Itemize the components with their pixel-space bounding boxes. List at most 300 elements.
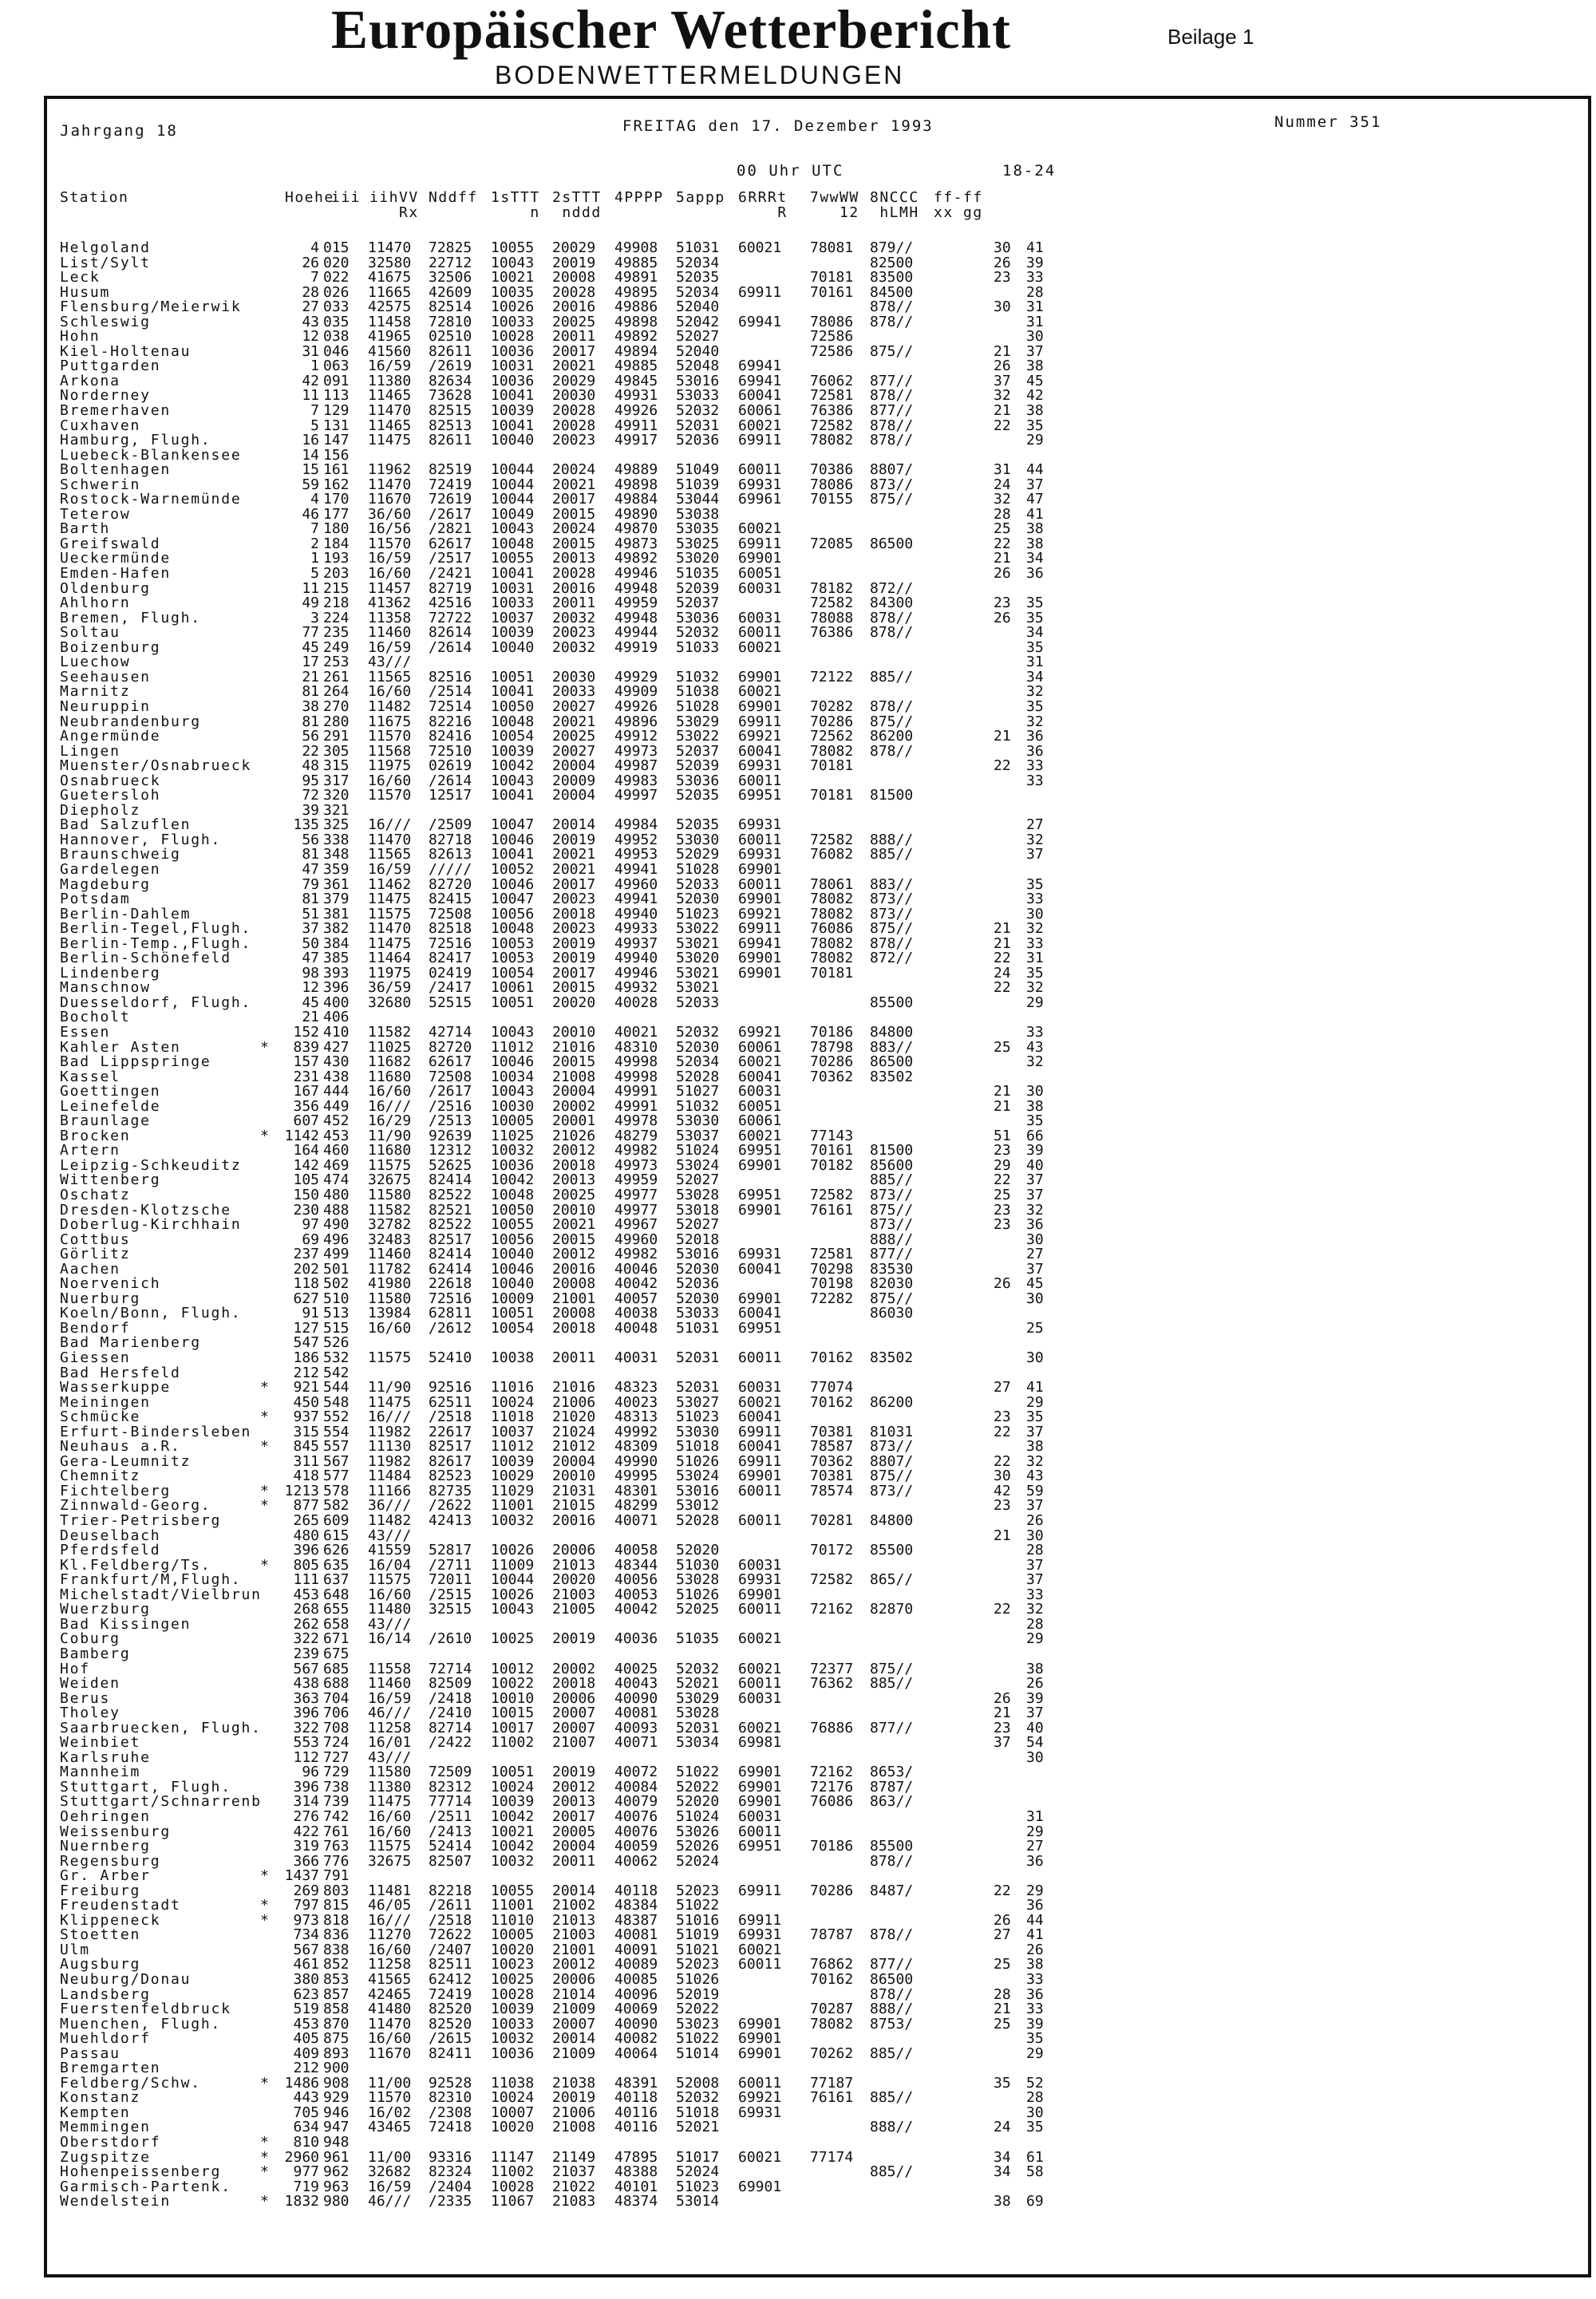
group-nddff: /2413 xyxy=(429,1823,472,1840)
station-height: 26 xyxy=(302,254,319,271)
group-temperature: 10005 xyxy=(491,1926,535,1944)
station-height: 127 xyxy=(293,1319,319,1337)
group-iihvv: 41560 xyxy=(368,342,412,360)
group-pressure: 49982 xyxy=(614,1142,658,1159)
group-weather: 78081 xyxy=(810,239,854,256)
station-index: 615 xyxy=(323,1527,350,1544)
group-tendency: 52040 xyxy=(676,298,720,316)
group-iihvv: 16/01 xyxy=(368,1734,412,1752)
station-index: 739 xyxy=(323,1793,350,1811)
group-temperature: 11012 xyxy=(491,1038,535,1056)
group-pressure: 40085 xyxy=(614,1970,658,1988)
station-height: 839 xyxy=(293,1038,319,1056)
group-nddff: /2518 xyxy=(429,1408,472,1426)
group-pressure: 49870 xyxy=(614,520,658,538)
station-marker: * xyxy=(260,1482,269,1499)
group-weather: 72282 xyxy=(810,1290,854,1307)
group-weather: 70362 xyxy=(810,1068,854,1085)
group-nddff: 82517 xyxy=(429,1438,472,1456)
group-weather: 70286 xyxy=(810,1882,854,1899)
station-height: 118 xyxy=(293,1275,319,1293)
group-precipitation: 60041 xyxy=(738,1068,782,1085)
station-name: Hof xyxy=(60,1660,90,1677)
station-index: 224 xyxy=(323,609,350,626)
station-index: 853 xyxy=(323,1970,350,1988)
group-clouds: 85500 xyxy=(870,1542,914,1559)
group-precipitation: 60021 xyxy=(738,1053,782,1071)
gust-min: 38 xyxy=(1026,535,1044,552)
group-pressure: 49898 xyxy=(614,476,658,493)
group-tendency: 52024 xyxy=(676,1852,720,1870)
station-name: Zugspitze xyxy=(60,2148,151,2166)
station-index: 315 xyxy=(323,757,350,775)
group-temperature: 10054 xyxy=(491,728,535,745)
station-index: 900 xyxy=(323,2060,350,2077)
group-dewpoint: 20012 xyxy=(552,1142,596,1159)
group-clouds: 83500 xyxy=(870,269,914,286)
group-nddff: 82735 xyxy=(429,1482,472,1499)
station-height: 22 xyxy=(302,742,319,760)
group-dewpoint: 21012 xyxy=(552,1438,596,1456)
group-iihvv: 11475 xyxy=(368,934,412,952)
station-name: Wasserkuppe xyxy=(60,1379,172,1396)
gust-min: 41 xyxy=(1026,505,1044,523)
group-pressure: 49998 xyxy=(614,1053,658,1071)
station-height: 810 xyxy=(293,2134,319,2151)
station-name: Stuttgart/Schnarrenb xyxy=(60,1793,262,1811)
gust-min: 32 xyxy=(1026,1201,1044,1219)
gust-max: 22 xyxy=(994,1882,1011,1899)
group-temperature: 10017 xyxy=(491,1719,535,1736)
station-height: 98 xyxy=(302,964,319,982)
station-index: 688 xyxy=(323,1675,350,1693)
gust-max: 34 xyxy=(994,2148,1011,2166)
gust-max: 21 xyxy=(994,402,1011,420)
station-height: 1486 xyxy=(284,2074,319,2092)
station-index: 393 xyxy=(323,964,350,982)
group-pressure: 49912 xyxy=(614,728,658,745)
station-name: Hannover, Flugh. xyxy=(60,831,222,848)
gust-min: 35 xyxy=(1026,964,1044,982)
station-height: 453 xyxy=(293,1586,319,1603)
gust-min: 33 xyxy=(1026,891,1044,908)
gust-min: 37 xyxy=(1026,1571,1044,1589)
group-iihvv: 32675 xyxy=(368,1852,412,1870)
group-nddff: 82522 xyxy=(429,1216,472,1234)
group-pressure: 40084 xyxy=(614,1778,658,1795)
station-name: Doberlug-Kirchhain xyxy=(60,1216,242,1234)
station-index: 469 xyxy=(323,1156,350,1174)
group-pressure: 48310 xyxy=(614,1038,658,1056)
station-marker: * xyxy=(260,1911,269,1929)
group-temperature: 10039 xyxy=(491,624,535,642)
group-tendency: 53026 xyxy=(676,1823,720,1840)
group-precipitation: 60011 xyxy=(738,1601,782,1618)
group-weather: 72586 xyxy=(810,328,854,346)
group-clouds: 875// xyxy=(870,1467,914,1485)
group-dewpoint: 20019 xyxy=(552,1764,596,1781)
group-tendency: 52027 xyxy=(676,328,720,346)
group-iihvv: 32580 xyxy=(368,254,412,271)
group-precipitation: 60041 xyxy=(738,387,782,405)
group-temperature: 10026 xyxy=(491,1586,535,1603)
station-name: Teterow xyxy=(60,505,131,523)
station-marker: * xyxy=(260,1038,269,1056)
station-index: 708 xyxy=(323,1719,350,1736)
group-iihvv: 11975 xyxy=(368,757,412,775)
group-iihvv: 11470 xyxy=(368,920,412,938)
group-precipitation: 69931 xyxy=(738,1246,782,1263)
group-clouds: 865// xyxy=(870,1571,914,1589)
group-nddff: 92639 xyxy=(429,1127,472,1144)
group-tendency: 51021 xyxy=(676,1941,720,1958)
group-clouds: 85500 xyxy=(870,1838,914,1855)
group-temperature: 11009 xyxy=(491,1556,535,1574)
group-temperature: 10032 xyxy=(491,1852,535,1870)
group-precipitation: 60041 xyxy=(738,742,782,760)
group-clouds: 875// xyxy=(870,1290,914,1307)
group-iihvv: 11482 xyxy=(368,697,412,715)
station-height: 239 xyxy=(293,1645,319,1662)
group-iihvv: 16/60 xyxy=(368,1823,412,1840)
station-index: 685 xyxy=(323,1660,350,1677)
column-header xyxy=(491,190,540,220)
column-header xyxy=(614,190,664,205)
group-pressure: 40071 xyxy=(614,1734,658,1752)
station-name: Nuerburg xyxy=(60,1290,141,1307)
station-index: 438 xyxy=(323,1068,350,1085)
group-iihvv: 11565 xyxy=(368,846,412,863)
station-index: 858 xyxy=(323,2001,350,2018)
station-height: 265 xyxy=(293,1512,319,1530)
group-weather: 70181 xyxy=(810,787,854,804)
group-tendency: 51022 xyxy=(676,1897,720,1914)
gust-min: 34 xyxy=(1026,550,1044,567)
station-name: Schwerin xyxy=(60,476,141,493)
group-weather: 70381 xyxy=(810,1423,854,1440)
group-dewpoint: 20004 xyxy=(552,1452,596,1470)
gust-max: 23 xyxy=(994,595,1011,612)
group-tendency: 52031 xyxy=(676,1349,720,1367)
group-iihvv: 43/// xyxy=(368,1748,412,1766)
group-tendency: 51035 xyxy=(676,1630,720,1648)
group-precipitation: 69901 xyxy=(738,1290,782,1307)
group-precipitation: 69911 xyxy=(738,432,782,449)
group-nddff: 22712 xyxy=(429,254,472,271)
group-weather: 70162 xyxy=(810,1393,854,1411)
group-pressure: 47895 xyxy=(614,2148,658,2166)
group-tendency: 51028 xyxy=(676,697,720,715)
station-height: 405 xyxy=(293,2030,319,2048)
group-iihvv: 11457 xyxy=(368,579,412,597)
group-pressure: 49884 xyxy=(614,491,658,508)
station-name: Trier-Petrisberg xyxy=(60,1512,222,1530)
group-iihvv: 42575 xyxy=(368,298,412,316)
group-pressure: 40118 xyxy=(614,1882,658,1899)
group-iihvv: 11484 xyxy=(368,1467,412,1485)
station-marker: * xyxy=(260,2134,269,2151)
group-tendency: 53021 xyxy=(676,934,720,952)
station-name: Bremerhaven xyxy=(60,402,172,420)
group-precipitation: 69931 xyxy=(738,1571,782,1589)
gust-min: 37 xyxy=(1026,846,1044,863)
gust-min: 30 xyxy=(1026,1349,1044,1367)
group-iihvv: 11470 xyxy=(368,402,412,420)
group-temperature: 10040 xyxy=(491,1246,535,1263)
group-iihvv: 16/02 xyxy=(368,2103,412,2121)
station-index: 761 xyxy=(323,1823,350,1840)
group-precipitation: 69901 xyxy=(738,1586,782,1603)
group-weather: 76086 xyxy=(810,920,854,938)
group-tendency: 53016 xyxy=(676,1482,720,1499)
group-pressure: 49946 xyxy=(614,964,658,982)
group-precipitation: 60041 xyxy=(738,1305,782,1322)
gust-max: 22 xyxy=(994,417,1011,434)
station-index: 406 xyxy=(323,1009,350,1026)
group-nddff: /2513 xyxy=(429,1112,472,1130)
station-index: 838 xyxy=(323,1941,350,1958)
station-name: Flensburg/Meierwik xyxy=(60,298,242,316)
group-weather: 78587 xyxy=(810,1438,854,1456)
group-tendency: 53027 xyxy=(676,1393,720,1411)
group-temperature: 11029 xyxy=(491,1482,535,1499)
station-height: 81 xyxy=(302,713,319,730)
group-nddff: 52410 xyxy=(429,1349,472,1367)
group-weather: 72582 xyxy=(810,595,854,612)
group-iihvv: 11465 xyxy=(368,387,412,405)
group-temperature: 10020 xyxy=(491,2119,535,2136)
station-name: Barth xyxy=(60,520,111,538)
station-index: 548 xyxy=(323,1393,350,1411)
group-iihvv: 46/// xyxy=(368,1704,412,1722)
group-pressure: 49886 xyxy=(614,298,658,316)
gust-max: 21 xyxy=(994,934,1011,952)
group-nddff: 92516 xyxy=(429,1379,472,1396)
station-height: 95 xyxy=(302,772,319,789)
station-index: 359 xyxy=(323,860,350,878)
group-temperature: 10061 xyxy=(491,979,535,997)
station-name: Dresden-Klotzsche xyxy=(60,1201,231,1219)
group-iihvv: 11575 xyxy=(368,1349,412,1367)
group-nddff: 72722 xyxy=(429,609,472,626)
group-precipitation: 60061 xyxy=(738,1112,782,1130)
group-precipitation: 69931 xyxy=(738,2103,782,2121)
group-nddff: 72619 xyxy=(429,491,472,508)
group-tendency: 52036 xyxy=(676,432,720,449)
station-name: Braunschweig xyxy=(60,846,181,863)
group-precipitation: 60021 xyxy=(738,1941,782,1958)
group-tendency: 52018 xyxy=(676,1230,720,1248)
station-name: Artern xyxy=(60,1142,120,1159)
group-temperature: 10044 xyxy=(491,1571,535,1589)
gust-min: 39 xyxy=(1026,2015,1044,2032)
group-iihvv: 16/59 xyxy=(368,2178,412,2195)
station-index: 162 xyxy=(323,476,350,493)
group-tendency: 51031 xyxy=(676,1319,720,1337)
group-iihvv: 16/56 xyxy=(368,520,412,538)
group-iihvv: 11575 xyxy=(368,1571,412,1589)
group-nddff: 82720 xyxy=(429,1038,472,1056)
group-iihvv: 11680 xyxy=(368,1142,412,1159)
group-dewpoint: 20027 xyxy=(552,697,596,715)
group-nddff: 72508 xyxy=(429,1068,472,1085)
station-height: 877 xyxy=(293,1497,319,1515)
group-dewpoint: 20017 xyxy=(552,875,596,893)
group-temperature: 10028 xyxy=(491,2178,535,2195)
station-index: 513 xyxy=(323,1305,350,1322)
group-precipitation: 69901 xyxy=(738,1778,782,1795)
station-index: 738 xyxy=(323,1778,350,1795)
group-nddff: /2514 xyxy=(429,683,472,701)
group-clouds: 84800 xyxy=(870,1023,914,1041)
group-weather: 72176 xyxy=(810,1778,854,1795)
group-temperature: 10046 xyxy=(491,831,535,848)
group-clouds: 878// xyxy=(870,432,914,449)
column-header-code: 1sTTT xyxy=(491,189,540,206)
group-temperature: 10048 xyxy=(491,535,535,552)
station-height: 396 xyxy=(293,1778,319,1795)
station-name: Meiningen xyxy=(60,1393,151,1411)
group-pressure: 49946 xyxy=(614,565,658,583)
group-dewpoint: 20001 xyxy=(552,1112,596,1130)
group-nddff: 72514 xyxy=(429,697,472,715)
group-clouds: 883// xyxy=(870,875,914,893)
group-precipitation: 60031 xyxy=(738,1556,782,1574)
group-pressure: 49995 xyxy=(614,1467,658,1485)
group-precipitation: 69901 xyxy=(738,1764,782,1781)
group-nddff: 82324 xyxy=(429,2163,472,2181)
station-name: Magdeburg xyxy=(60,875,151,893)
station-index: 961 xyxy=(323,2148,350,2166)
station-index: 291 xyxy=(323,728,350,745)
station-index: 348 xyxy=(323,846,350,863)
group-temperature: 10036 xyxy=(491,2044,535,2062)
group-nddff: 52414 xyxy=(429,1838,472,1855)
station-name: Stoetten xyxy=(60,1926,141,1944)
station-height: 152 xyxy=(293,1023,319,1041)
group-clouds: 82870 xyxy=(870,1601,914,1618)
gust-min: 34 xyxy=(1026,668,1044,685)
group-nddff: 62414 xyxy=(429,1260,472,1278)
gust-min: 30 xyxy=(1026,1083,1044,1100)
station-index: 948 xyxy=(323,2134,350,2151)
group-tendency: 53030 xyxy=(676,831,720,848)
group-tendency: 52027 xyxy=(676,1216,720,1234)
group-iihvv: 11575 xyxy=(368,1838,412,1855)
group-nddff: 02419 xyxy=(429,964,472,982)
group-weather: 76886 xyxy=(810,1719,854,1736)
station-height: 937 xyxy=(293,1408,319,1426)
group-tendency: 52022 xyxy=(676,1778,720,1795)
station-marker: * xyxy=(260,1897,269,1914)
group-nddff: /2617 xyxy=(429,505,472,523)
group-weather: 70287 xyxy=(810,2001,854,2018)
group-pressure: 40036 xyxy=(614,1630,658,1648)
group-tendency: 52019 xyxy=(676,1985,720,2003)
group-iihvv: 11380 xyxy=(368,1778,412,1795)
observation-time: 00 Uhr UTC xyxy=(737,162,844,180)
group-iihvv: 43/// xyxy=(368,1615,412,1633)
station-index: 609 xyxy=(323,1512,350,1530)
group-dewpoint: 21026 xyxy=(552,1127,596,1144)
station-index: 400 xyxy=(323,993,350,1011)
station-name: Kl.Feldberg/Ts. xyxy=(60,1556,211,1574)
gust-min: 42 xyxy=(1026,387,1044,405)
group-tendency: 53021 xyxy=(676,979,720,997)
group-temperature: 10030 xyxy=(491,1097,535,1115)
gust-min: 40 xyxy=(1026,1719,1044,1736)
group-pressure: 40023 xyxy=(614,1393,658,1411)
group-tendency: 52032 xyxy=(676,2089,720,2107)
group-temperature: 10039 xyxy=(491,2001,535,2018)
station-name: Greifswald xyxy=(60,535,161,552)
group-pressure: 48384 xyxy=(614,1897,658,1914)
group-weather: 76062 xyxy=(810,372,854,389)
station-name: Berlin-Temp.,Flugh. xyxy=(60,934,252,952)
group-temperature: 10009 xyxy=(491,1290,535,1307)
group-dewpoint: 20021 xyxy=(552,860,596,878)
group-dewpoint: 20033 xyxy=(552,683,596,701)
station-marker: * xyxy=(260,2163,269,2181)
group-weather: 70282 xyxy=(810,697,854,715)
station-name: Gr. Arber xyxy=(60,1867,151,1885)
group-temperature: 10051 xyxy=(491,1764,535,1781)
station-index: 908 xyxy=(323,2074,350,2092)
group-tendency: 51026 xyxy=(676,1452,720,1470)
station-height: 519 xyxy=(293,2001,319,2018)
gust-min: 35 xyxy=(1026,2119,1044,2136)
gust-min: 33 xyxy=(1026,1586,1044,1603)
group-dewpoint: 20023 xyxy=(552,891,596,908)
group-dewpoint: 20018 xyxy=(552,1675,596,1693)
station-index: 022 xyxy=(323,269,350,286)
group-weather: 72162 xyxy=(810,1601,854,1618)
group-iihvv: 41559 xyxy=(368,1542,412,1559)
group-pressure: 49919 xyxy=(614,638,658,656)
gust-max: 22 xyxy=(994,1452,1011,1470)
column-header xyxy=(934,190,983,220)
group-temperature: 10031 xyxy=(491,357,535,375)
group-iihvv: 11475 xyxy=(368,432,412,449)
station-marker: * xyxy=(260,1379,269,1396)
gust-min: 33 xyxy=(1026,934,1044,952)
gust-max: 31 xyxy=(994,461,1011,479)
group-tendency: 53035 xyxy=(676,520,720,538)
station-name: Berlin-Schönefeld xyxy=(60,950,231,967)
group-iihvv: 11568 xyxy=(368,742,412,760)
group-dewpoint: 20006 xyxy=(552,1970,596,1988)
station-height: 7 xyxy=(310,402,319,420)
group-clouds: 885// xyxy=(870,668,914,685)
group-dewpoint: 20011 xyxy=(552,1852,596,1870)
group-tendency: 53033 xyxy=(676,1305,720,1322)
station-name: Bamberg xyxy=(60,1645,131,1662)
group-nddff: /2516 xyxy=(429,1097,472,1115)
group-tendency: 51023 xyxy=(676,1408,720,1426)
station-index: 510 xyxy=(323,1290,350,1307)
gust-max: 30 xyxy=(994,1467,1011,1485)
group-dewpoint: 20009 xyxy=(552,772,596,789)
group-tendency: 53025 xyxy=(676,535,720,552)
station-index: 776 xyxy=(323,1852,350,1870)
group-clouds: 86200 xyxy=(870,1393,914,1411)
column-header xyxy=(738,190,788,220)
station-name: Zinnwald-Georg. xyxy=(60,1497,211,1515)
group-iihvv: 11465 xyxy=(368,417,412,434)
group-iihvv: 16/60 xyxy=(368,2030,412,2048)
station-name: Muenster/Osnabrueck xyxy=(60,757,252,775)
gust-min: 43 xyxy=(1026,1467,1044,1485)
